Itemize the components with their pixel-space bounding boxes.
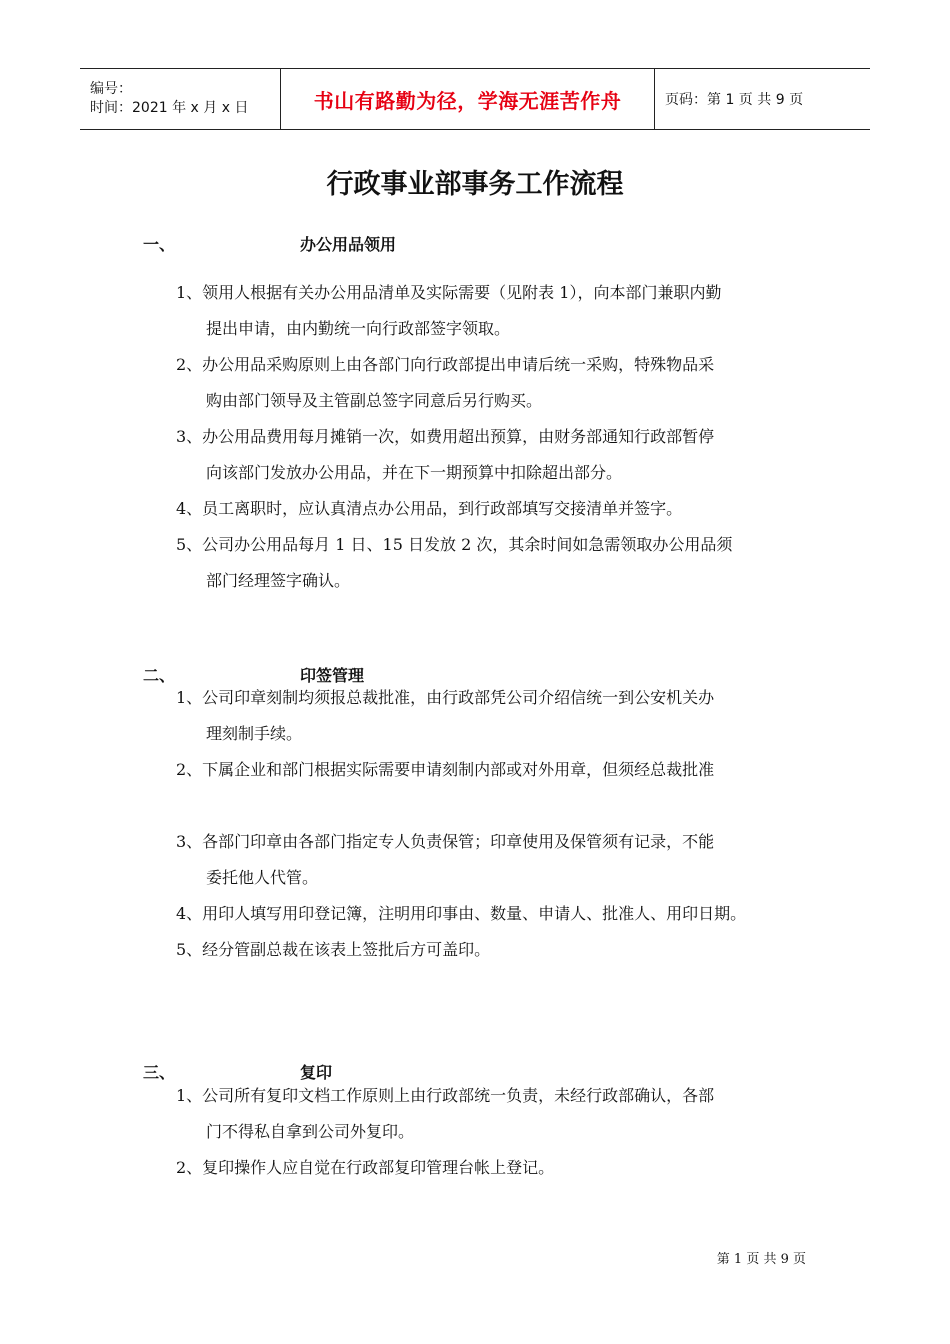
item-continuation: 委托他人代管。: [206, 868, 319, 887]
item-continuation: 提出申请，由内勤统一向行政部签字领取。: [206, 319, 511, 338]
item-continuation: 理刻制手续。: [206, 724, 303, 743]
item-line: 3、各部门印章由各部门指定专人负责保管；印章使用及保管须有记录，不能: [176, 832, 715, 851]
item-line: 4、用印人填写用印登记簿，注明用印事由、数量、申请人、批准人、用印日期。: [176, 904, 747, 923]
section-number: 三、: [143, 1063, 176, 1082]
item-line: 2、办公用品采购原则上由各部门向行政部提出申请后统一采购，特殊物品采: [176, 355, 715, 374]
date-label: 时间：2021 年 x 月 x 日: [90, 100, 249, 116]
item-continuation: 购由部门领导及主管副总签字同意后另行购买。: [206, 391, 543, 410]
item-continuation: 部门经理签字确认。: [206, 571, 351, 590]
list-item: [176, 896, 816, 932]
section-title: 印签管理: [300, 666, 365, 685]
code-label: 编号：: [90, 81, 132, 97]
list-item: [176, 824, 816, 896]
list-item: [176, 752, 816, 788]
item-continuation: 向该部门发放办公用品，并在下一期预算中扣除超出部分。: [206, 463, 623, 482]
header-motto: 书山有路勤为径，学海无涯苦作舟: [281, 69, 655, 129]
item-line: 2、复印操作人应自觉在行政部复印管理台帐上登记。: [176, 1158, 555, 1177]
list-item: [176, 347, 816, 419]
section-number: 一、: [143, 235, 176, 254]
list-item: [176, 275, 816, 347]
item-line: 5、经分管副总裁在该表上签批后方可盖印。: [176, 940, 491, 959]
header-page-label: 页码：第 1 页 共 9 页: [665, 92, 804, 108]
section-title: 办公用品领用: [300, 235, 397, 254]
item-line: 2、下属企业和部门根据实际需要申请刻制内部或对外用章，但须经总裁批准: [176, 760, 715, 779]
header-meta: [80, 69, 281, 129]
item-continuation: 门不得私自拿到公司外复印。: [206, 1122, 415, 1141]
item-line: 5、公司办公用品每月 1 日、15 日发放 2 次，其余时间如急需领取办公用品须: [176, 535, 733, 554]
section-title: 复印: [300, 1063, 333, 1082]
item-line: 4、员工离职时，应认真清点办公用品，到行政部填写交接清单并签字。: [176, 499, 683, 518]
list-item: [176, 527, 816, 599]
list-item: [176, 1078, 816, 1150]
list-item: [176, 932, 816, 968]
item-line: 1、公司所有复印文档工作原则上由行政部统一负责，未经行政部确认，各部: [176, 1086, 715, 1105]
list-item: [176, 1150, 816, 1186]
list-item: [176, 419, 816, 491]
item-line: 1、领用人根据有关办公用品清单及实际需要（见附表 1），向本部门兼职内勤: [176, 283, 722, 302]
document-title: 行政事业部事务工作流程: [326, 169, 624, 200]
header-table: [80, 68, 870, 130]
page-footer: 第 1 页 共 9 页: [716, 1252, 806, 1267]
section-number: 二、: [143, 666, 176, 685]
item-line: 1、公司印章刻制均须报总裁批准，由行政部凭公司介绍信统一到公安机关办: [176, 688, 715, 707]
list-item: [176, 491, 816, 527]
section-heading: [143, 232, 396, 255]
list-item: [176, 680, 816, 752]
item-line: 3、办公用品费用每月摊销一次，如费用超出预算，由财务部通知行政部暂停: [176, 427, 715, 446]
